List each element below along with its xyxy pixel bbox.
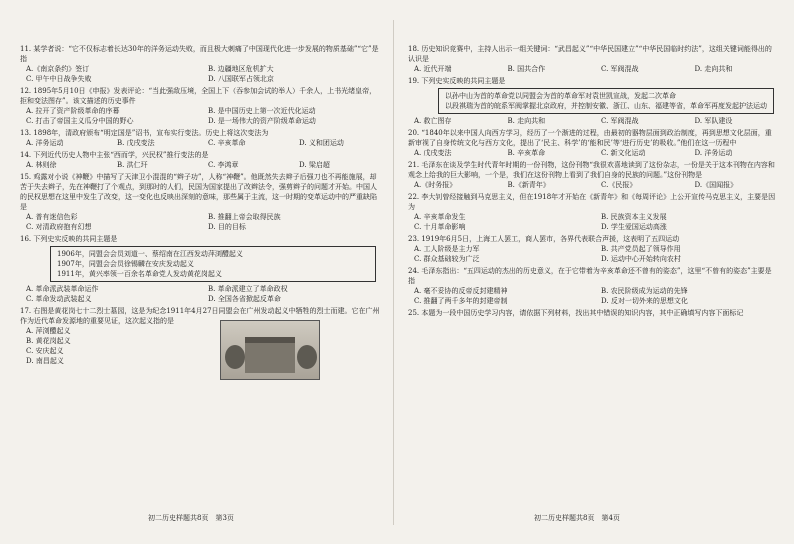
question-text: 20. “1840年以来中国人向西方学习，经历了一个渐进的过程，由最初的器物层面到政治制度，再到思想文化层面，重新审视了自身传统文化与西方文化，提出了‘民主、科学’的‘能和民’等‘进行历史’的吸收。”他们在这一历程中 xyxy=(408,129,772,147)
question xyxy=(408,128,778,158)
answer-option: D. 目的目标 xyxy=(208,223,246,231)
answer-option: B. 辛亥革命 xyxy=(507,149,546,157)
answer-option: A. 工人阶级是主力军 xyxy=(414,245,480,253)
answer-option: B. 共产党员起了领导作用 xyxy=(601,245,681,253)
answer-option: B. 国共合作 xyxy=(507,65,546,73)
question xyxy=(408,234,778,264)
question xyxy=(20,234,380,304)
left-page xyxy=(20,44,380,368)
answer-option: D. 梁启超 xyxy=(299,161,330,169)
right-page xyxy=(408,44,778,320)
answer-option: A. 革命派武装革命运作 xyxy=(26,285,99,293)
question xyxy=(20,86,380,126)
question xyxy=(20,150,380,170)
question xyxy=(408,160,778,190)
answer-option: D. 运动中心开始转向农村 xyxy=(601,255,681,263)
answer-option: A.《时务报》 xyxy=(414,181,457,189)
answer-option: B. 戊戌变法 xyxy=(117,139,155,147)
answer-option: A. 戊戌变法 xyxy=(414,149,452,157)
question xyxy=(408,192,778,232)
option-list xyxy=(408,244,778,264)
question xyxy=(408,76,778,126)
question xyxy=(408,266,778,306)
answer-option: B. 是中国历史上第一次近代化运动 xyxy=(208,107,316,115)
source-box xyxy=(50,246,376,282)
answer-option: B. 走向共和 xyxy=(507,117,546,125)
answer-option: B. 洪仁玕 xyxy=(117,161,148,169)
option-list xyxy=(20,64,380,84)
question xyxy=(20,44,380,84)
question-text: 13. 1898年，清政府颁布“明定国是”诏书，宣布实行变法。历史上将这次变法为 xyxy=(20,129,269,137)
answer-option: D. 走向共和 xyxy=(694,65,733,73)
answer-option: C. 甲午中日战争失败 xyxy=(26,75,92,83)
answer-option: B. 革命派建立了革命政权 xyxy=(208,285,288,293)
answer-option: A. 普有迷信色彩 xyxy=(26,213,78,221)
answer-option: A. 救亡图存 xyxy=(414,117,452,125)
option-list xyxy=(408,148,778,158)
option-list xyxy=(408,180,778,190)
question-text: 14. 下列近代历史人物中主张“西而学，兴民权”推行变法的是 xyxy=(20,151,209,159)
answer-option: C. 十月革命影响 xyxy=(414,223,466,231)
question-text: 23. 1919年6月5日，上海工人罢工，商人罢市，各界代表联合声援，这表明了五四运动 xyxy=(408,235,680,243)
option-list xyxy=(408,64,778,74)
answer-option: A. 洋务运动 xyxy=(26,139,64,147)
question-text: 12. 1895年5月10日《申报》发表评论：“当此强敌压境，全国上下（吞参加会试的举人）千余人，上书光绪皇帝，拒和变法图存”。该文描述的历史事件 xyxy=(20,87,377,105)
answer-option: C.《民报》 xyxy=(601,181,637,189)
answer-option: B. 民族资本主义发展 xyxy=(601,213,667,221)
source-line: 1911年，黄兴率领一百余名革命党人发动黄花岗起义 xyxy=(57,270,222,278)
source-line: 以段祺瑞为首的皖系军阀掌握北京政府，并控制安徽、浙江、山东、福建等省，革命军再度发起护法运动 xyxy=(445,102,767,110)
option-list xyxy=(20,326,380,366)
answer-option: A. 毫不妥协的反帝反封建精神 xyxy=(414,287,508,295)
answer-option: C. 李鸿章 xyxy=(208,161,239,169)
question xyxy=(408,308,778,318)
option-list xyxy=(20,160,380,170)
answer-option: A. 近代开端 xyxy=(414,65,452,73)
question-text: 25. 本题为一段中国历史学习内容，请依据下列材料，找出其中错误的知识内容，其中正确填写内容下面标记 xyxy=(408,309,744,317)
option-list xyxy=(408,286,778,306)
answer-option: C. 安庆起义 xyxy=(26,347,64,355)
question-text: 21. 毛泽东在谈及学生时代青年时期的一份刊物，这份刊物“我很欢喜地读到了这份杂志，一份是关于这本刊物在内容和观念上给我的巨大影响，一个是，我们在这份刊物上看到了我们自身的民族的问题。”这份刊物是 xyxy=(408,161,775,179)
answer-option: A.《南京条约》签订 xyxy=(26,65,90,73)
answer-option: D. 是一场伟大的资产阶级革命运动 xyxy=(208,117,316,125)
page-divider xyxy=(393,20,394,525)
answer-option: B. 农民阶级成为运动的先锋 xyxy=(601,287,688,295)
answer-option: C. 新文化运动 xyxy=(601,149,646,157)
answer-option: C. 推翻了两千多年的封建帝制 xyxy=(414,297,508,305)
answer-option: A. 林则徐 xyxy=(26,161,57,169)
source-box xyxy=(438,88,774,114)
answer-option: C. 打击了帝国主义瓜分中国的野心 xyxy=(26,117,134,125)
answer-option: B.《新青年》 xyxy=(507,181,550,189)
option-list xyxy=(408,116,778,126)
answer-option: D. 学生爱国运动高涨 xyxy=(601,223,667,231)
answer-option: A. 辛亥革命发生 xyxy=(414,213,466,221)
memorial-photo xyxy=(220,320,320,380)
question-text: 18. 历史知识竞赛中，主持人出示一组关键词：“武昌起义”“中华民国建立”“中华民国临时约法”，这组关键词能得出的认识是 xyxy=(408,45,772,63)
question-text: 11. 某学者说：“它不仅标志着长达30年的洋务运动失败，而且极大刺痛了中国现代化进一步发展的物质基础”“它”是指 xyxy=(20,45,379,63)
answer-option: C. 对清政府抱有幻想 xyxy=(26,223,92,231)
question-text: 24. 毛泽东指出：“五四运动的杰出的历史意义，在于它带着为辛亥革命还不曾有的姿态”，这里“不曾有的姿态”主要是指 xyxy=(408,267,772,285)
question-text: 17. 右图是黄花岗七十二烈士墓园，这是为纪念1911年4月27日同盟会在广州发动起义中牺牲的烈士而建。它在广州作为近代革命发源地的重要见证，这次起义指的是 xyxy=(20,307,380,325)
question-text: 16. 下列史实反映的共同主题是 xyxy=(20,235,118,243)
answer-option: A. 拉开了资产阶级革命的序幕 xyxy=(26,107,120,115)
right-footer: 初二历史样题共8页 第4页 xyxy=(534,514,620,522)
answer-option: D. 军队建设 xyxy=(694,117,733,125)
option-list xyxy=(408,212,778,232)
option-list xyxy=(20,138,380,148)
answer-option: C. 辛亥革命 xyxy=(208,139,246,147)
source-line: 1907年，同盟会会员徐锡麟在安庆发动起义 xyxy=(57,260,194,268)
source-line: 1906年，同盟会会员刘道一、蔡绍南在江西发动萍浏醴起义 xyxy=(57,250,243,258)
question-text: 15. 鸡露对小说《神鞭》中描写了天津卫小混混的“辫子功”，人称“神鞭”。他既然失去辫子后强刀也不再能施展，却苦于失去辫子，先在神鞭打了个观点，到那时的人们，民国为国家提出了改辫法令，强剪辫子的问题才开始。中国人的民权思想在这里中发生了改变，这一变化也反映出深刻的意味，那些属于主流，这一时期的变革运动中的严重缺陷是 xyxy=(20,173,377,211)
left-footer: 初二历史样题共8页 第3页 xyxy=(148,514,234,522)
answer-option: D. 全国各省掀起反革命 xyxy=(208,295,281,303)
answer-option: C. 群众基础较为广泛 xyxy=(414,255,480,263)
question xyxy=(20,172,380,232)
answer-option: D. 义和团运动 xyxy=(299,139,344,147)
answer-option: D. 反对一切外来的思想文化 xyxy=(601,297,688,305)
answer-option: A. 萍浏醴起义 xyxy=(26,327,71,335)
question xyxy=(20,128,380,148)
question xyxy=(20,306,380,366)
answer-option: C. 革命发动武装起义 xyxy=(26,295,92,303)
question-text: 22. 李大钊曾经接触到马克思主义，但在1918年才开始在《新青年》和《每周评论》上公开宣传马克思主义，主要是因为 xyxy=(408,193,776,211)
question-text: 19. 下列史实反映的共同主题是 xyxy=(408,77,506,85)
source-line: 以孙中山为首的革命党以同盟会为首的革命军对袁世凯宣战，发起二次革命 xyxy=(445,92,676,100)
answer-option: B. 边疆地区危机扩大 xyxy=(208,65,274,73)
answer-option: D. 南昌起义 xyxy=(26,357,64,365)
option-list xyxy=(20,284,380,304)
answer-option: B. 推翻上帝会取得民族 xyxy=(208,213,281,221)
option-list xyxy=(20,106,380,126)
answer-option: D. 八国联军占领北京 xyxy=(208,75,274,83)
answer-option: C. 军阀混战 xyxy=(601,117,639,125)
question xyxy=(408,44,778,74)
answer-option: C. 军阀混战 xyxy=(601,65,639,73)
option-list xyxy=(20,212,380,232)
answer-option: B. 黄花岗起义 xyxy=(26,337,71,345)
answer-option: D.《国闻报》 xyxy=(694,181,738,189)
answer-option: D. 洋务运动 xyxy=(694,149,733,157)
